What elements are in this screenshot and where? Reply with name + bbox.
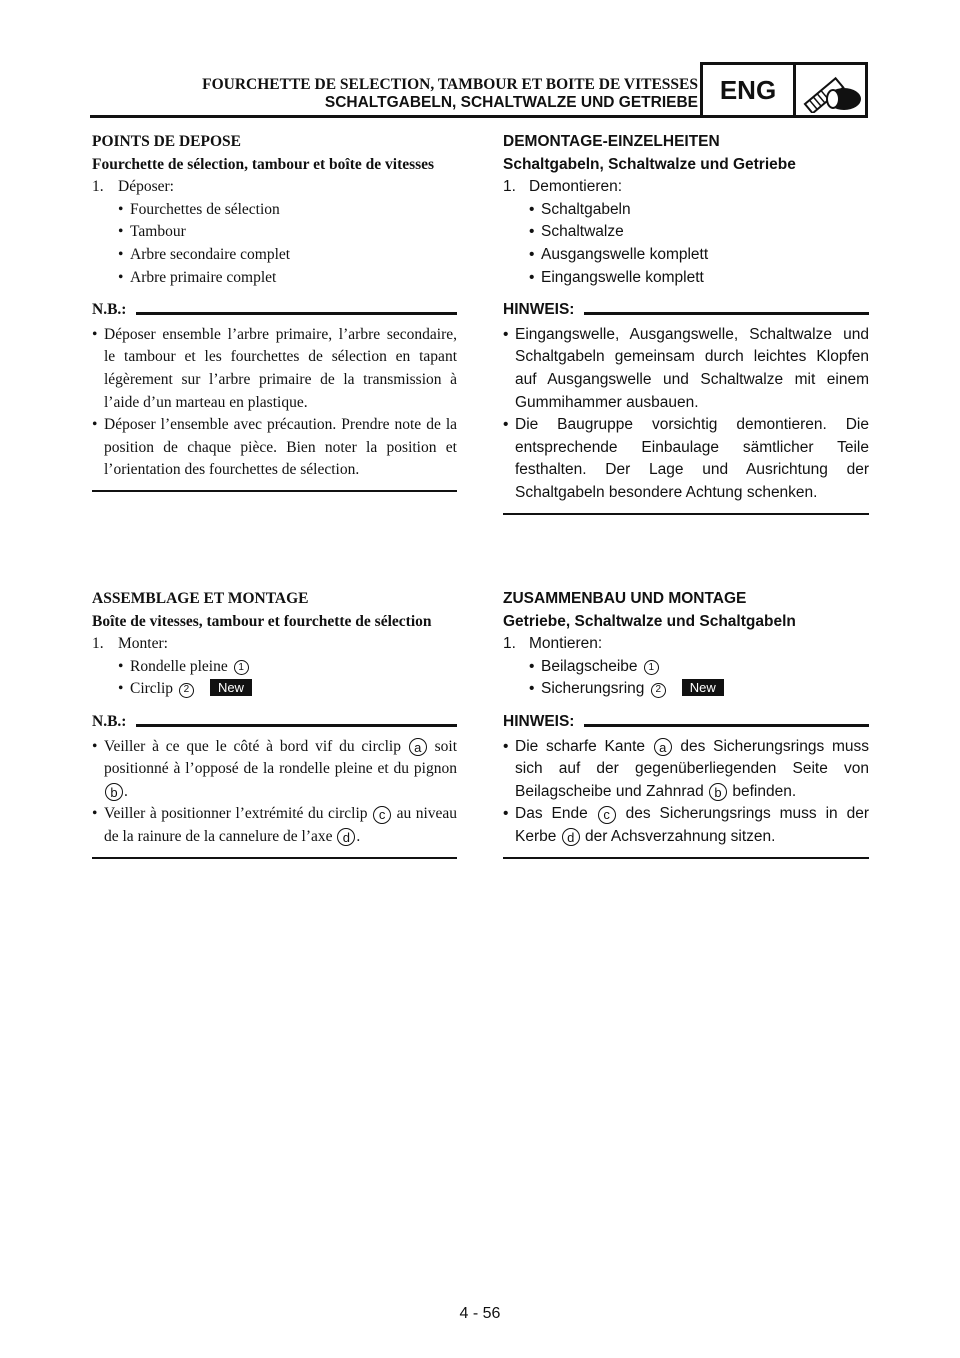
step-number: 1. <box>503 178 516 196</box>
list-item: • Schaltgabeln <box>529 200 631 218</box>
eng-badge <box>700 62 868 118</box>
de-assembly-subtitle: Getriebe, Schaltwalze und Schaltgabeln <box>503 612 796 630</box>
ref-marker: b <box>105 783 123 801</box>
note-label: HINWEIS: <box>503 712 575 730</box>
note-item: • Veiller à ce que le côté à bord vif du circlip a soit positionné à l’opposé de la rondelle pleine et du pignon b . <box>92 737 458 800</box>
list-item: • Ausgangswelle komplett <box>529 245 709 263</box>
list-item: • Fourchettes de sélection <box>118 200 280 218</box>
list-item: • Eingangswelle komplett <box>529 268 704 286</box>
note-label: HINWEIS: <box>503 301 575 319</box>
note-header <box>503 711 869 734</box>
ref-marker: 2 <box>179 683 194 698</box>
list-item: • Beilagscheibe 1 <box>503 656 869 679</box>
header-rule <box>90 115 700 118</box>
ref-marker: b <box>709 783 727 801</box>
de-removal-step <box>503 176 869 199</box>
note-end-rule <box>92 857 457 860</box>
note-item: • Eingangswelle, Ausgangswelle, Schaltwalze und Schaltgabeln gemeinsam durch leichtes Klopfen auf Ausgangswelle und Schaltwalze mit einem Gummihammer ausbauen. <box>503 325 869 411</box>
header-title-fr: FOURCHETTE DE SELECTION, TAMBOUR ET BOITE DE VITESSES <box>202 76 698 93</box>
note-label: N.B.: <box>92 712 127 730</box>
note-rule <box>584 724 869 727</box>
de-assembly-step <box>503 633 869 656</box>
fr-removal-section <box>92 131 457 492</box>
de-assembly-section <box>503 588 869 859</box>
step-number: 1. <box>92 178 104 196</box>
step-label: Demontieren: <box>529 178 623 196</box>
ref-marker: d <box>337 828 355 846</box>
list-item: • Tambour <box>118 223 186 241</box>
page-number: 4 - 56 <box>459 1305 501 1322</box>
fr-assembly-subtitle: Boîte de vitesses, tambour et fourchette de sélection <box>92 612 432 630</box>
ref-marker: c <box>598 806 616 824</box>
fr-removal-subtitle: Fourchette de sélection, tambour et boîte de vitesses <box>92 155 435 173</box>
list-item: • Arbre primaire complet <box>118 268 277 286</box>
note-item: • Déposer l’ensemble avec précaution. Prendre note de la position de chaque pièce. Bien noter la position et l’orientation des fourchettes de sélection. <box>92 416 457 479</box>
note-header <box>92 299 457 322</box>
ref-marker: 1 <box>644 660 659 675</box>
fr-assembly-title: ASSEMBLAGE ET MONTAGE <box>92 590 309 607</box>
fr-removal-title: POINTS DE DEPOSE <box>92 133 242 150</box>
note-item: • Veiller à positionner l’extrémité du circlip c au niveau de la rainure de la cannelure de l’axe d . <box>92 805 458 845</box>
fr-assembly-step <box>92 633 457 656</box>
note-end-rule <box>503 857 869 860</box>
fr-assembly-section <box>92 588 457 859</box>
fr-removal-step <box>92 176 457 199</box>
note-end-rule <box>503 513 869 516</box>
step-label: Monter: <box>118 635 168 653</box>
step-number: 1. <box>503 635 516 653</box>
ref-marker: a <box>654 738 672 756</box>
list-item: • Schaltwalze <box>529 223 624 241</box>
ref-marker: a <box>409 738 427 756</box>
de-removal-subtitle: Schaltgabeln, Schaltwalze und Getriebe <box>503 155 796 173</box>
ref-marker: c <box>373 806 391 824</box>
note-label: N.B.: <box>92 301 127 319</box>
list-item: • Rondelle pleine 1 <box>92 656 457 679</box>
new-badge: New <box>210 679 252 696</box>
list-item: • Arbre secondaire complet <box>118 245 291 263</box>
note-rule <box>136 312 457 315</box>
step-label: Déposer: <box>118 178 174 196</box>
new-badge: New <box>682 679 724 696</box>
note-rule <box>584 312 869 315</box>
note-item: • Die Baugruppe vorsichtig demontieren. Die entsprechende Einbaulage sämtlicher Teile festhalten. Der Lage und Ausrichtung der Schaltgabeln besondere Achtung schenken. <box>503 416 869 501</box>
note-rule <box>136 724 457 727</box>
list-item: • Circlip 2 New <box>92 678 457 701</box>
de-assembly-title: ZUSAMMENBAU UND MONTAGE <box>503 590 747 607</box>
note-item: • Déposer ensemble l’arbre primaire, l’arbre secondaire, le tambour et les fourchettes de sélection en tapant légèrement sur l’arbre primaire de la transmission à l’aide d’un marteau en plastique. <box>92 325 457 411</box>
step-label: Montieren: <box>529 635 603 653</box>
note-item: • Das Ende c des Sicherungsrings muss in der Kerbe d der Achsverzahnung sitzen. <box>503 805 870 845</box>
de-removal-title: DEMONTAGE-EINZELHEITEN <box>503 133 720 150</box>
list-item: • Sicherungsring 2 New <box>503 678 869 701</box>
de-removal-section <box>503 131 869 515</box>
note-end-rule <box>92 490 457 493</box>
step-number: 1. <box>92 635 104 653</box>
header-title-de: SCHALTGABELN, SCHALTWALZE UND GETRIEBE <box>324 94 698 111</box>
ref-marker: 1 <box>234 660 249 675</box>
note-header <box>503 299 869 322</box>
ref-marker: d <box>562 828 580 846</box>
ref-marker: 2 <box>651 683 666 698</box>
note-header <box>92 711 457 734</box>
note-item: • Die scharfe Kante a des Sicherungsrings muss sich auf der gegenüberliegenden Seite von Beilagscheibe und Zahnrad b befinden. <box>503 737 869 800</box>
engine-wrench-icon <box>796 65 865 115</box>
eng-label: ENG <box>703 65 796 115</box>
